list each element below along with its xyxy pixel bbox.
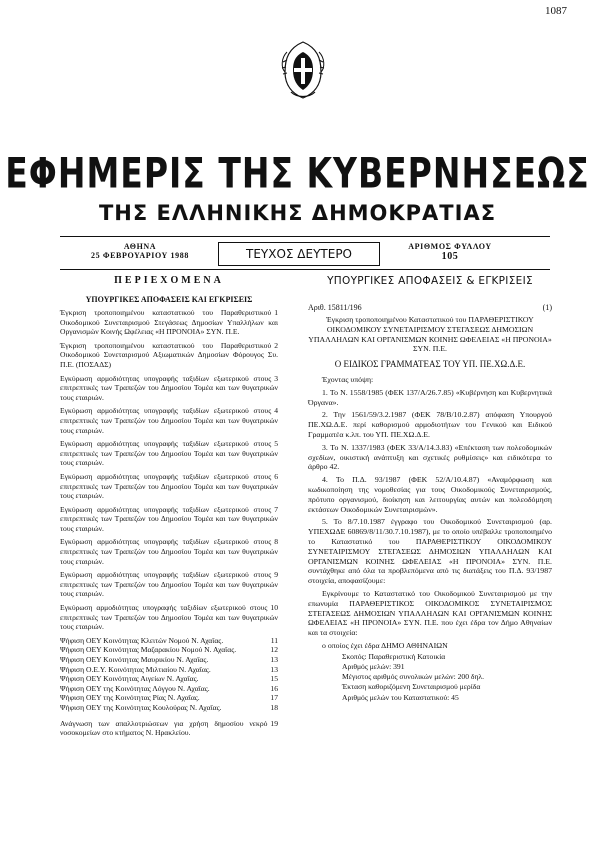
- decision-item: 3. Το Ν. 1337/1983 (ΦΕΚ 33/Α/14.3.83) «Επέκταση των πολεοδομικών σχεδίων, οικιστική ανάπτυξη και σχετικές ρυθμίσεις» και ειδικότερα το άρθρο 42.: [308, 442, 552, 472]
- toc-entry: [60, 472, 278, 501]
- toc-text: Ανάγνωση των απαλλοτριώσεων για χρήση δημοσίου νεκρό νοσοκομείων στο κτήματος Ν. Ηρακλείου.: [60, 718, 268, 738]
- masthead-bottom-rule: [60, 269, 550, 270]
- toc-text: Εγκύρωση αρμοδιότητας υπογραφής ταξιδίων εξωτερικού στους επιτρεπτικές των Τραπεζών του Δημοσίου Τομέα και των θυγατρικών τους εταιριών.: [60, 537, 278, 566]
- decision-authority: Ο ΕΙΔΙΚΟΣ ΓΡΑΜΜΑΤΕΑΣ ΤΟΥ ΥΠ. ΠΕ.ΧΩ.Δ.Ε.: [334, 359, 526, 370]
- decision-item: 4. Το Π.Δ. 93/1987 (ΦΕΚ 52/Α/10.4.87) «Αναμόρφωση και κωδικοποίηση της νομοθεσίας για τους Οικοδομικούς Συνεταιρισμούς, πρότυπο οργανισμού, διοίκηση και λειτουργίας αυτών και πολεοδόμηση εκτάσεων Οικοδομικών Συνεταιρισμών».: [308, 475, 552, 514]
- decision-item: 2. Την 1561/59/3.2.1987 (ΦΕΚ 78/Β/10.2.87) απόφαση Υπουργού ΠΕ.ΧΩ.Δ.Ε. περί καθορισμού αρμοδιοτήτων του Γενικού και Ειδικού Γραμματέα κ.λπ. του ΥΠ. ΠΕ.ΧΩ.Δ.Ε.: [308, 410, 552, 439]
- toc-page: 16: [270, 683, 278, 693]
- toc-entry: [60, 636, 278, 646]
- sheet-number: 105: [441, 251, 459, 262]
- coat-of-arms-icon: [279, 38, 327, 102]
- decision-column: [308, 275, 552, 702]
- toc-text: Ψήφιση ΟΕΥ Κοινότητας Κλειτών Νομού Ν. Αχαΐας.: [60, 635, 224, 645]
- decision-subject: Έγκριση τροποποιημένου Καταστατικού του ΠΑΡΑΘΕΡΙΣΤΙΚΟΥ ΟΙΚΟΔΟΜΙΚΟΥ ΣΥΝΕΤΑΙΡΙΣΜΟΥ ΣΤΕΓΑΣΕΩΣ ΔΗΜΟΣΙΩΝ ΥΠΑΛΛΗΛΩΝ ΚΑΙ ΟΡΓΑΝΙΣΜΩΝ ΚΟΙΝΗΣ ΩΦΕΛΕΙΑΣ «Η ΠΡΟΝΟΙΑ» ΣΥΝ. Π.Ε.: [308, 315, 552, 354]
- toc-entry: [60, 505, 278, 534]
- toc-text: Ψήφιση ΟΕΥ της Κοινότητας Κουλούρας Ν. Αχαΐας.: [60, 702, 222, 712]
- decision-detail: Αριθμός μελών του Καταστατικού: 45: [342, 692, 459, 702]
- toc-entry: [60, 693, 278, 703]
- toc-text: Ψήφιση ΟΕΥ Κοινότητας Μαζαρακίου Νομού Ν. Αχαΐας.: [60, 645, 237, 655]
- toc-text: Ψήφιση ΟΕΥ Κοινότητας Αιγείων Ν. Αχαΐας.: [60, 674, 199, 684]
- gazette-subtitle: ΤΗΣ ΕΛΛΗΝΙΚΗΣ ΔΗΜΟΚΡΑΤΙΑΣ: [98, 201, 497, 225]
- toc-entry: [60, 674, 278, 684]
- toc-page: 15: [270, 674, 278, 684]
- toc-page: 17: [270, 693, 278, 703]
- toc-entry: [60, 406, 278, 435]
- toc-entry: [60, 570, 278, 599]
- masthead-city: ΑΘΗΝΑ: [123, 242, 157, 251]
- decision-having-regard: Έχοντας υπόψη:: [322, 374, 374, 384]
- toc-page: 19: [270, 718, 278, 728]
- decision-seat: ο οποίος έχει έδρα ΔΗΜΟ ΑΘΗΝΑΙΩΝ: [322, 640, 448, 650]
- contents-section-heading: ΥΠΟΥΡΓΙΚΕΣ ΑΠΟΦΑΣΕΙΣ ΚΑΙ ΕΓΚΡΙΣΕΙΣ: [85, 295, 253, 304]
- gazette-title: ΕΦΗΜΕΡΙΣ ΤΗΣ ΚΥΒΕΡΝΗΣΕΩΣ: [5, 148, 590, 198]
- toc-text: Έγκριση τροποποιημένου καταστατικού του Παραθεριστικού Οικοδομικού Συνεταιρισμού Στεγάσεως Δημοσίων Υπαλλήλων και Οργανισμών Κοινής Ωφέλειας «Η ΠΡΟΝΟΙΑ» ΣΥΝ. Π.Ε.: [60, 308, 278, 337]
- toc-page: 4: [274, 406, 278, 416]
- toc-page: 13: [270, 655, 278, 664]
- toc-page: 2: [274, 340, 278, 350]
- toc-entry: [60, 684, 278, 694]
- decision-reference: [308, 303, 552, 312]
- toc-text: Ψήφιση ΟΕΥ Κοινότητας Μαυρικίου Ν. Αχαΐας.: [60, 655, 209, 664]
- masthead-date: 25 ΦΕΒΡΟΥΑΡΙΟΥ 1988: [91, 251, 189, 260]
- toc-page: 3: [274, 373, 278, 383]
- toc-text: Εγκύρωση αρμοδιότητας υπογραφής ταξιδίων εξωτερικού στους επιτρεπτικές των Τραπεζών του Δημοσίου Τομέα και των θυγατρικών τους εταιριών.: [60, 471, 278, 501]
- decision-item: 1. Το Ν. 1558/1985 (ΦΕΚ 137/Α/26.7.85) «Κυβέρνηση και Κυβερνητικά Όργανα».: [308, 387, 552, 407]
- decision-detail: Μέγιστος αριθμός συνολικών μελών: 200 δηλ.: [342, 672, 485, 682]
- toc-text: Ψήφιση ΟΕΥ της Κοινότητας Λόγγου Ν. Αχαΐας.: [60, 683, 210, 693]
- toc-entry: [60, 341, 278, 370]
- toc-text: Ψήφιση ΟΕΥ της Κοινότητας Ρίας Ν. Αχαΐας.: [60, 693, 200, 703]
- toc-entry: [60, 703, 278, 713]
- page-number: 1087: [545, 5, 567, 17]
- toc-text: Εγκύρωση αρμοδιότητας υπογραφής ταξιδίων εξωτερικού στους επιτρεπτικές των Τραπεζών του Δημοσίου Τομέα και των θυγατρικών τους εταιριών.: [60, 603, 278, 632]
- toc-entry: [60, 308, 278, 337]
- toc-text: Ψήφιση Ο.Ε.Υ. Κοινότητας Μιλτιαίου Ν. Αχαΐας.: [60, 664, 211, 674]
- toc-entry: [60, 537, 278, 566]
- toc-text: Εγκύρωση αρμοδιότητας υπογραφής ταξιδίων εξωτερικού στους επιτρεπτικές των Τραπεζών του Δημοσίου Τομέα και των θυγατρικών τους εταιριών.: [60, 504, 278, 533]
- toc-page: 10: [270, 603, 278, 613]
- toc-page: 1: [274, 308, 278, 317]
- toc-entry: [60, 603, 278, 632]
- toc-entry: [60, 374, 278, 403]
- toc-page: 9: [274, 570, 278, 580]
- masthead-top-rule: [60, 236, 550, 237]
- toc-text: Έγκριση τροποποιημένου καταστατικού του Παραθεριστικού Οικοδομικού Συνεταιρισμού Αξιωματικών Δημοσίων Φόρουγος Συ. Π.Ε. (ΠΟΣΑΔΣ): [60, 340, 278, 369]
- toc-text: Εγκύρωση αρμοδιότητας υπογραφής ταξιδίων εξωτερικού στους επιτρεπτικές των Τραπεζών του Δημοσίου Τομέα και των θυγατρικών τους εταιριών.: [60, 439, 278, 468]
- toc-text: Εγκύρωση αρμοδιότητας υπογραφής ταξιδίων εξωτερικού στους επιτρεπτικές των Τραπεζών του Δημοσίου Τομέα και των θυγατρικών τους εταιριών.: [60, 406, 278, 435]
- decision-ref-number: (1): [542, 303, 552, 312]
- decision-detail: Έκταση καθοριζόμενη Συνεταιρισμού μερίδα: [342, 682, 481, 692]
- contents-list: [60, 308, 278, 738]
- toc-entry: [60, 719, 278, 738]
- toc-text: Εγκύρωση αρμοδιότητας υπογραφής ταξιδίων εξωτερικού στους επιτρεπτικές των Τραπεζών του Δημοσίου Τομέα και των θυγατρικών τους εταιριών.: [60, 373, 278, 402]
- toc-entry: [60, 645, 278, 655]
- toc-page: 7: [274, 504, 278, 514]
- toc-page: 18: [270, 702, 278, 712]
- toc-page: 8: [274, 537, 278, 547]
- decision-text: Εγκρίνουμε το Καταστατικό του Οικοδομικού Συνεταιρισμού με την επωνυμία ΠΑΡΑΘΕΡΙΣΤΙΚΟΣ ΟΙΚΟΔΟΜΙΚΟΣ ΣΥΝΕΤΑΙΡΙΣΜΟΣ ΣΤΕΓΑΣΕΩΣ ΔΗΜΟΣΙΩΝ ΥΠΑΛΛΗΛΩΝ ΚΑΙ ΟΡΓΑΝΙΣΜΩΝ ΚΟΙΝΗΣ ΩΦΕΛΕΙΑΣ «Η ΠΡΟΝΟΙΑ» ΣΥΝ. Π.Ε. που έχει έδρα τον Δήμο Αθηναίων και τα στοιχεία:: [308, 588, 552, 638]
- toc-page: 5: [274, 439, 278, 449]
- toc-page: 6: [274, 471, 278, 481]
- toc-entry: [60, 655, 278, 665]
- toc-page: 12: [270, 645, 278, 655]
- issue-label: ΤΕΥΧΟΣ ΔΕΥΤΕΡΟ: [218, 242, 380, 266]
- toc-page: 13: [270, 664, 278, 674]
- decision-detail: Σκοπός: Παραθεριστική Κατοικία: [342, 651, 446, 661]
- toc-entry: [60, 665, 278, 675]
- sheet-label: ΑΡΙΘΜΟΣ ΦΥΛΛΟΥ: [408, 242, 492, 251]
- decision-ref-code: Αριθ. 15811/196: [308, 303, 362, 312]
- decision-item: 5. Το 8/7.10.1987 έγγραφο του Οικοδομικού Συνεταιρισμού (αρ. ΥΠΕΧΩΔΕ 60869/8/11/30.7.10.1987), με το οποίο υπέβαλλε τροποποιημένο το Καταστατικό του ΠΑΡΑΘΕΡΙΣΤΙΚΟΥ ΟΙΚΟΔΟΜΙΚΟΥ ΣΥΝΕΤΑΙΡΙΣΜΟΥ ΣΤΕΓΑΣΕΩΣ ΔΗΜΟΣΙΩΝ ΥΠΑΛΛΗΛΩΝ ΚΑΙ ΟΡΓΑΝΙΣΜΩΝ ΚΟΙΝΗΣ ΩΦΕΛΕΙΑΣ «Η ΠΡΟΝΟΙΑ» ΣΥΝ. Π.Ε. συντάχθηκε από όλα τα προβλεπόμενα από τις διατάξεις του Π.Δ. 93/1987 στοιχεία, αποφασίζουμε:: [308, 517, 552, 586]
- toc-page: 11: [270, 635, 278, 645]
- contents-heading: ΠΕΡΙΕΧΟΜΕΝΑ: [114, 275, 224, 286]
- toc-entry: [60, 439, 278, 468]
- decision-section-heading: ΥΠΟΥΡΓΙΚΕΣ ΑΠΟΦΑΣΕΙΣ & ΕΓΚΡΙΣΕΙΣ: [327, 275, 533, 287]
- contents-column: [60, 275, 278, 742]
- decision-detail: Αριθμός μελών: 391: [342, 661, 405, 671]
- toc-text: Εγκύρωση αρμοδιότητας υπογραφής ταξιδίων εξωτερικού στους επιτρεπτικές των Τραπεζών του Δημοσίου Τομέα και των θυγατρικών τους εταιριών.: [60, 570, 278, 599]
